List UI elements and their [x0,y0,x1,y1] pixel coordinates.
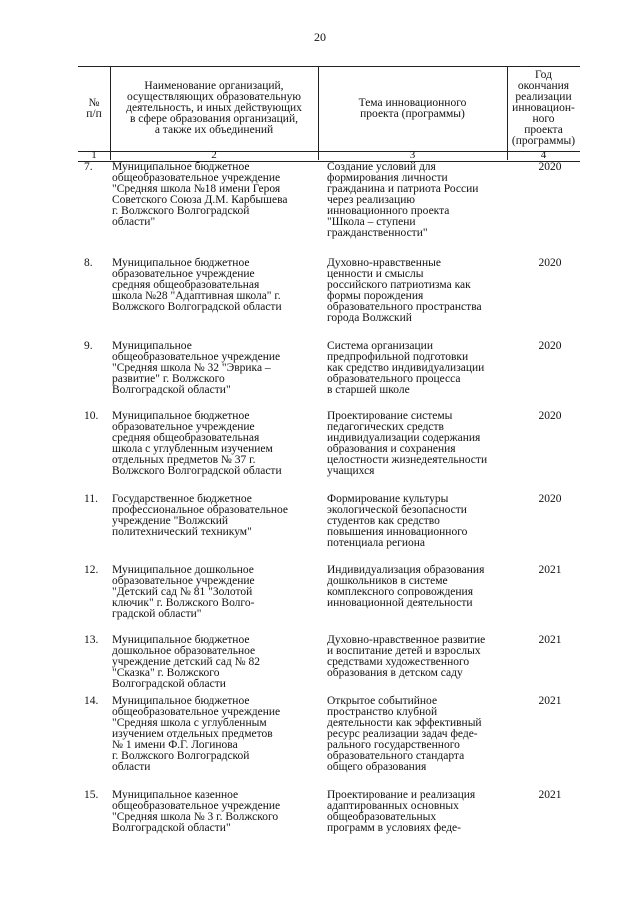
row-number: 12. [84,564,99,576]
project-topic: Духовно-нравственные ценности и смыслы российского патриотизма как формы порождения образовательного пространства города Волжский [327,257,482,324]
organization-name: Государственное бюджетное профессиональное образовательное учреждение "Волжский политехнический техникум" [112,493,289,538]
row-number: 15. [84,789,99,801]
project-topic: Система организации предпрофильной подготовки как средство индивидуализации образовательного процесса в старшей школе [327,340,485,396]
project-topic: Проектирование системы педагогических средств индивидуализации содержания образования и сохранения целостности жизнедеятельности учащихся [327,410,488,477]
project-topic: Открытое событийное пространство клубной деятельности как эффективный ресурс реализации задач феде- рального государственного образовательного стандарта общего образования [327,695,482,773]
column-number: 4 [540,149,547,161]
row-number: 13. [84,634,99,646]
column-number: 1 [91,149,97,161]
page-number: 20 [314,30,326,44]
organization-name: Муниципальное бюджетное общеобразовательное учреждение "Средняя школа с углубленным изучением отдельных предметов № 1 имени Ф.Г. Логинова г. Волжского Волгоградской области [112,695,281,773]
end-year: 2021 [538,789,562,801]
project-topic: Создание условий для формирования личности гражданина и патриота России через реализацию инновационного проекта "Школа – ступени гражданственности" [327,161,479,239]
project-topic: Индивидуализация образования дошкольников в системе комплексного сопровождения инновационной деятельности [327,564,485,609]
header-cell-year: Год окончания реализации инновацион- ного проекта (программы) [511,69,576,147]
organization-name: Муниципальное общеобразовательное учреждение "Средняя школа № 32 "Эврика – развитие" г. Волжского Волгоградской области" [112,340,281,396]
row-number: 10. [84,410,99,422]
organization-name: Муниципальное казенное общеобразовательное учреждение "Средняя школа № 3 г. Волжского Волгоградской области" [112,789,281,834]
header-cell-topic: Тема инновационного проекта (программы) [358,96,467,120]
organization-name: Муниципальное бюджетное образовательное учреждение средняя общеобразовательная школа №28 "Адаптивная школа" г. Волжского Волгоградской области [112,257,282,313]
project-topic: Духовно-нравственное развитие и воспитание детей и взрослых средствами художественного образования в детском саду [327,634,486,679]
organization-name: Муниципальное бюджетное дошкольное образовательное учреждение детский сад № 82 "Сказка" г. Волжского Волгоградской области [112,634,260,690]
organization-name: Муниципальное дошкольное образовательное учреждение "Детский сад № 81 "Золотой ключик" г. Волжского Волго- градской области" [112,564,255,620]
column-number: 3 [409,149,416,161]
end-year: 2020 [538,257,562,269]
organization-name: Муниципальное бюджетное образовательное учреждение средняя общеобразовательная школа с углубленным изучением отдельных предметов № 37 г. Волжского Волгоградской области [112,410,282,477]
project-topic: Проектирование и реализация адаптированных основных общеобразовательных программ в условиях феде- [327,789,476,834]
header-cell-number: № п/п [86,96,102,120]
project-topic: Формирование культуры экологической безопасности студентов как средство повышения инновационного потенциала региона [327,493,468,549]
column-number: 2 [211,149,217,161]
row-number: 11. [84,493,98,505]
header-cell-organization: Наименование организаций, осуществляющих образовательную деятельность, и иных действующих в сфере образования организаций, а также их объединений [126,80,302,136]
row-number: 14. [84,695,99,707]
row-number: 9. [84,340,93,352]
end-year: 2020 [538,493,562,505]
end-year: 2021 [538,634,562,646]
end-year: 2021 [538,564,562,576]
end-year: 2020 [538,161,562,173]
end-year: 2020 [538,340,562,352]
row-number: 7. [84,161,93,173]
end-year: 2021 [538,695,562,707]
row-number: 8. [84,257,93,269]
organization-name: Муниципальное бюджетное общеобразовательное учреждение "Средняя школа №18 имени Героя Советского Союза Д.М. Карбышева г. Волжского Волгоградской области" [112,161,288,228]
end-year: 2020 [538,410,562,422]
